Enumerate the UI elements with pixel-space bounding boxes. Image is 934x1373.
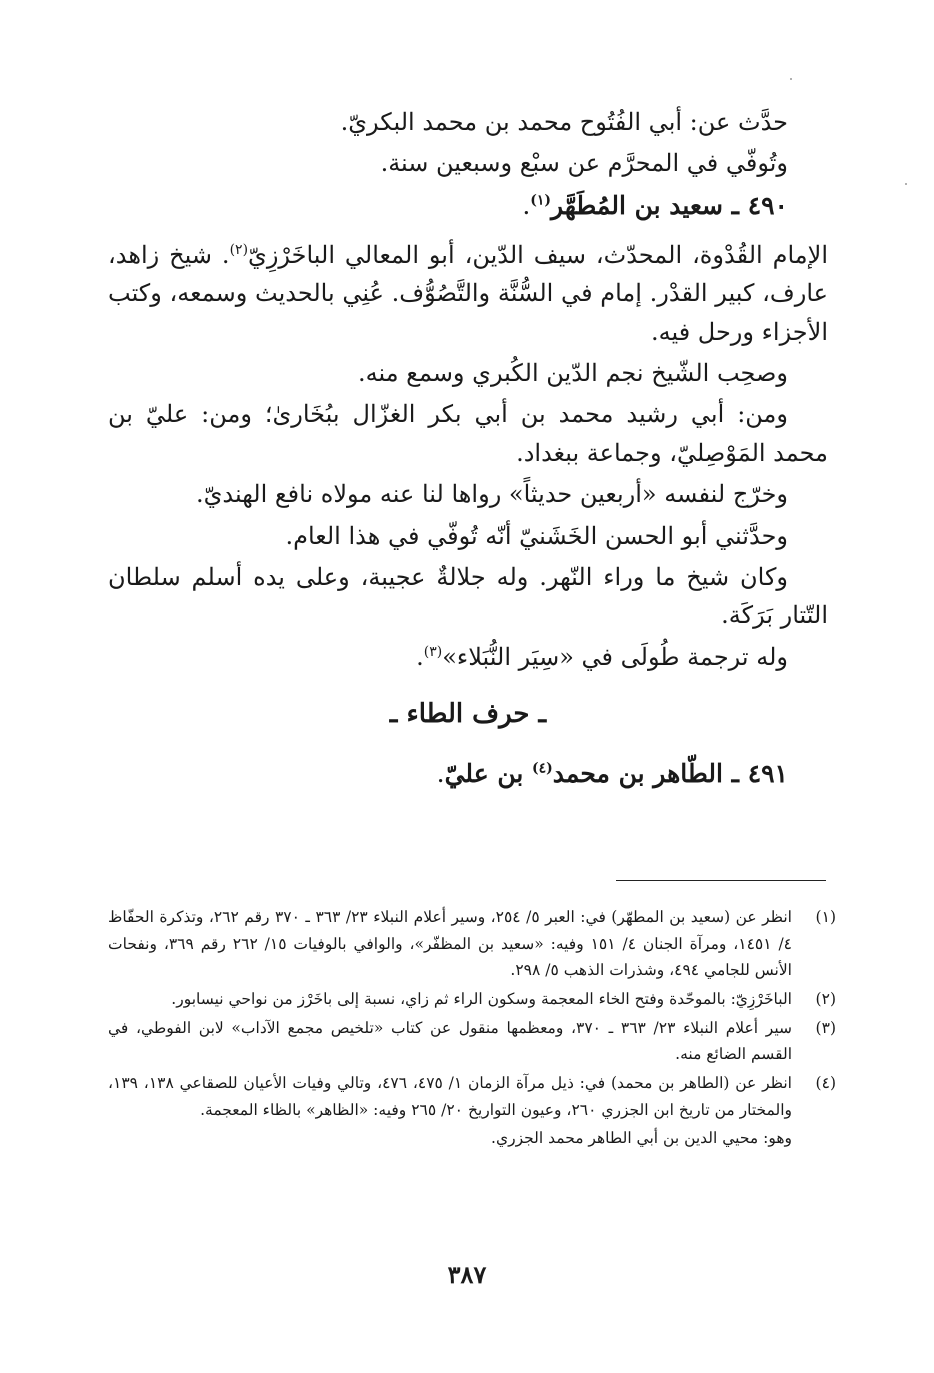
footnote-ref-2: (٢)	[229, 241, 249, 258]
entry-491-heading	[108, 754, 828, 794]
entry-490-title: ٤٩٠ ـ سعيد بن المُطَهَّر	[551, 190, 788, 220]
footnote-number: (٤)	[815, 1073, 836, 1092]
imam-text-b: . شيخ زاهد، عارف، كبير القدْر. إمام في السُّنَّة والتَّصُوُّف. عُنِي بالحديث وسمعه، وكتب الأجزاء ورحل فيه.	[108, 240, 828, 346]
death-line: وتُوفّي في المحرَّم عن سبْع وسبعين سنة.	[380, 149, 788, 178]
footnote-ref-1: (١)	[530, 192, 552, 209]
imam-text-a: الإمام القُدْوة، المحدّث، سيف الدّين، أبو المعالي الباخَرْزِيّ	[248, 240, 828, 269]
tarjama-text-b: .	[416, 642, 424, 671]
footnote-text: سير أعلام النبلاء ٢٣/ ٣٦٣ ـ ٣٧٠، ومعظمها منقول عن كتاب «تلخيص مجمع الآداب» لابن الفوطي، في القسم الضائع منه.	[108, 1018, 792, 1064]
kana-paragraph: وكان شيخ ما وراء النّهر. وله جلالةٌ عجيبة، وعلى يده أسلم سلطان التّتار بَرَكَة.	[108, 562, 828, 630]
footnote-4	[108, 1070, 836, 1123]
footnote-2	[108, 986, 836, 1013]
imam-paragraph	[108, 236, 828, 351]
footnote-number: (٣)	[815, 1018, 836, 1037]
footnote-ref-3: (٣)	[423, 643, 443, 660]
footnote-3	[108, 1015, 836, 1068]
scan-speck	[790, 78, 792, 80]
section-heading: ـ حرف الطاء ـ	[389, 699, 547, 730]
tarjama-text-a: وله ترجمة طُولَى في «سِيَر النُّبَلاء»	[442, 642, 788, 671]
main-text	[108, 103, 828, 804]
footnote-number: (٢)	[815, 989, 836, 1008]
scan-speck	[905, 183, 907, 185]
entry-491-title-a: ٤٩١ ـ الطّاهر بن محمد	[552, 758, 788, 788]
kharraja-paragraph: وخرّج لنفسه «أربعين حديثاً» رواها لنا عنه مولاه نافع الهنديّ.	[195, 480, 788, 509]
footnote-separator	[616, 880, 826, 881]
narration-line: حدَّث عن: أبي الفُتُوح محمد بن محمد البكريّ.	[340, 108, 788, 136]
footnote-number: (١)	[815, 908, 836, 926]
footnotes	[108, 904, 836, 1152]
footnote-text: انظر عن (سعيد بن المطهّر) في: العبر ٥/ ٢٥٤، وسير أعلام النبلاء ٢٣/ ٣٦٣ ـ ٣٧٠ رقم ٢٦٢، وتذكرة الحفّاظ ٤/ ١٤٥١، ومرآة الجنان ٤/ ١٥١ وفيه: «سعيد بن المظفّر»، والوافي بالوفيات ١٥/ ٢٦٢ رقم ٣٦٩، ونفحات الأنس للجامي ٤٩٤، وشذرات الذهب ٥/ ٢٩٨.	[108, 908, 792, 980]
entry-490-heading	[108, 186, 828, 226]
page-number: ٣٨٧	[447, 1260, 487, 1289]
footnote-ref-4: (٤)	[532, 760, 553, 777]
footnote-text: انظر عن (الطاهر بن محمد) في: ذيل مرآة الزمان ١/ ٤٧٥، ٤٧٦، وتالي وفيات الأعيان للصقاعي ١٣٨، ١٣٩، والمختار من تاريخ ابن الجزري ٢٦٠، وعيون التواريخ ٢٠/ ٢٦٥ وفيه: «الظاهر» بالظاء المعجمة.	[108, 1073, 792, 1119]
footnote-text: الباخَرْزِيّ: بالموحّدة وفتح الخاء المعجمة وسكون الراء ثم زاي، نسبة إلى باخَرْز من نواحي نيسابور.	[171, 989, 792, 1008]
suhba-paragraph: وصحِب الشّيخ نجم الدّين الكُبري وسمع منه.	[357, 358, 788, 387]
entry-490-stop: .	[522, 190, 531, 220]
haddathani-paragraph: وحدَّثني أبو الحسن الخَشَنيّ أنّه تُوفّي في هذا العام.	[285, 521, 788, 550]
tarjama-paragraph	[108, 638, 828, 676]
entry-491-title-b: بن عليّ	[444, 758, 533, 788]
footnote-1	[108, 904, 836, 984]
footnote-4-continuation: وهو: محيي الدين بن أبي الطاهر محمد الجزري.	[491, 1129, 792, 1148]
entry-491-stop: .	[436, 758, 445, 788]
wamin-paragraph: ومن: أبي رشيد محمد بن أبي بكر الغزّال ببُخَارىٰ؛ ومن: عليّ بن محمد المَوْصِليّ، وجماعة ببغداد.	[108, 400, 828, 467]
